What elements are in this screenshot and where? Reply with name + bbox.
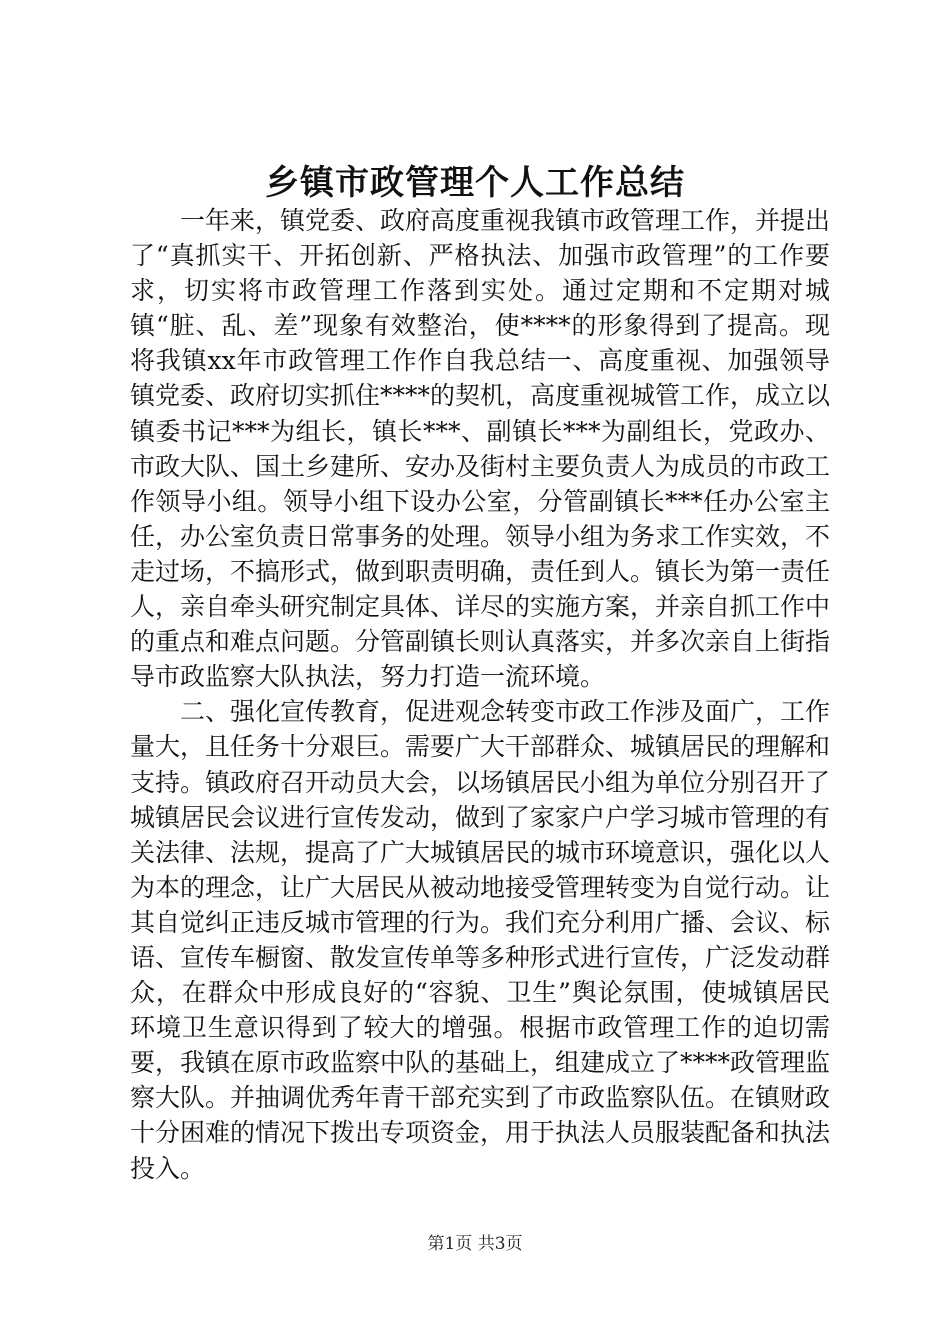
paragraph-1: 一年来，镇党委、政府高度重视我镇市政管理工作，并提出了“真抓实干、开拓创新、严格执法、加强市政管理”的工作要求，切实将市政管理工作落到实处。通过定期和不定期对城镇“脏、乱、差”现象有效整治，使****的形象得到了提高。现将我镇xx年市政管理工作作自我总结一、高度重视、加强领导镇党委、政府切实抓住****的契机，高度重视城管工作，成立以镇委书记***为组长，镇长***、副镇长***为副组长，党政办、市政大队、国土乡建所、安办及街村主要负责人为成员的市政工作领导小组。领导小组下设办公室，分管副镇长***任办公室主任，办公室负责日常事务的处理。领导小组为务求工作实效，不走过场，不搞形式，做到职责明确，责任到人。镇长为第一责任人，亲自牵头研究制定具体、详尽的实施方案，并亲自抓工作中的重点和难点问题。分管副镇长则认真落实，并多次亲自上街指导市政监察大队执法，努力打造一流环境。 <box>130 206 830 692</box>
paragraph-2: 二、强化宣传教育，促进观念转变市政工作涉及面广，工作量大，且任务十分艰巨。需要广大干部群众、城镇居民的理解和支持。镇政府召开动员大会，以场镇居民小组为单位分别召开了城镇居民会议进行宣传发动，做到了家家户户学习城市管理的有关法律、法规，提高了广大城镇居民的城市环境意识，强化以人为本的理念，让广大居民从被动地接受管理转变为自觉行动。让其自觉纠正违反城市管理的行为。我们充分利用广播、会议、标语、宣传车橱窗、散发宣传单等多种形式进行宣传，广泛发动群众，在群众中形成良好的“容貌、卫生”舆论氛围，使城镇居民环境卫生意识得到了较大的增强。根据市政管理工作的迫切需要，我镇在原市政监察中队的基础上，组建成立了****政管理监察大队。并抽调优秀年青干部充实到了市政监察队伍。在镇财政十分困难的情况下拨出专项资金，用于执法人员服装配备和执法投入。 <box>130 697 830 1183</box>
document-body <box>130 203 830 1186</box>
page-number-footer: 第1页 共3页 <box>427 1234 523 1254</box>
document-title: 乡镇市政管理个人工作总结 <box>265 163 685 203</box>
